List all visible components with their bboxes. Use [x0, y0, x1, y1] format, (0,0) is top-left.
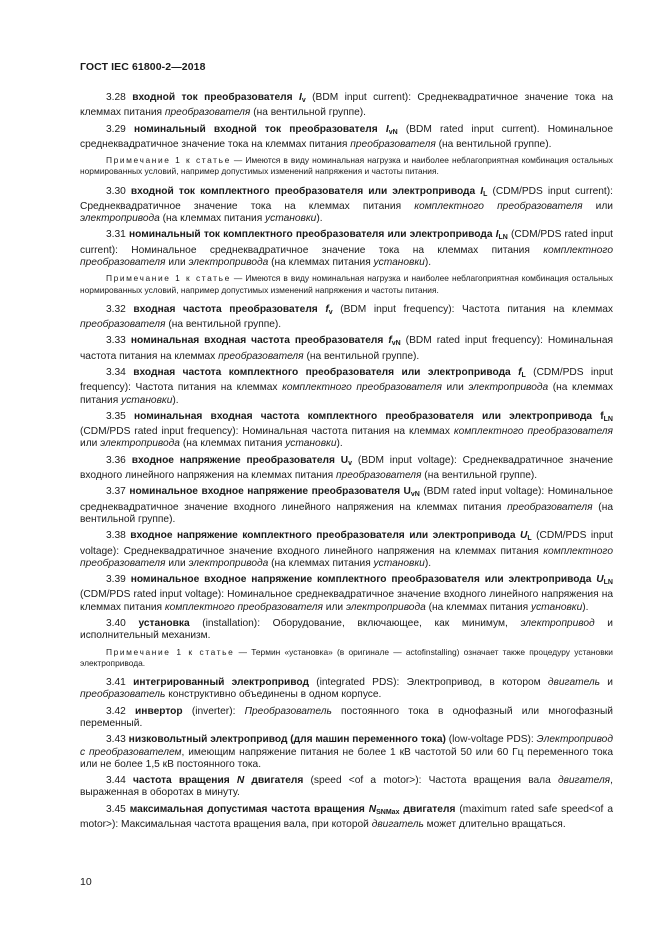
text-run: преобразователя: [218, 350, 304, 362]
text-run: или: [165, 257, 189, 269]
term-definition: [80, 486, 613, 526]
term-definition: [80, 618, 613, 643]
term-definition: [80, 124, 613, 152]
note-label: Примечание 1 к статье: [106, 155, 231, 166]
term-definition: [80, 367, 613, 407]
document-body: [80, 92, 613, 835]
text-run: (BDM rated input voltage): Номинальное среднеквадратичное значение входного линейного напряжения на клеммах питания: [80, 486, 613, 513]
text-run: двигателя: [557, 775, 611, 787]
symbol-subscript: v: [348, 459, 353, 467]
text-run: номинальное входное напряжение преобразователя U: [129, 486, 411, 498]
term-definition: [80, 734, 613, 771]
text-run: комплектного преобразователя: [453, 426, 613, 438]
text-run: комплектного преобразователя: [414, 200, 583, 212]
text-run: комплектного преобразователя: [80, 244, 613, 269]
text-run: 3.41: [106, 677, 134, 689]
text-run: двигатель: [547, 677, 601, 689]
text-run: (CDM/PDS rated input frequency): Номинальная частота питания на клеммах: [80, 426, 454, 438]
document-header: ГОСТ IEC 61800-2—2018: [80, 61, 206, 73]
text-run: (inverter):: [182, 705, 245, 717]
text-run: (CDM/PDS rated input current): Номинальное среднеквадратичное значение тока на клеммах питания: [80, 229, 613, 256]
text-run: электропривода: [100, 438, 180, 450]
text-run: (на вентильной группе).: [303, 350, 420, 362]
text-run: или: [165, 557, 189, 569]
text-run: входное напряжение комплектного преобразователя или электропривода: [130, 530, 520, 542]
symbol-subscript: L: [527, 535, 532, 543]
text-run: f: [325, 303, 329, 315]
text-run: 3.39: [106, 574, 131, 586]
text-run: преобразователя: [350, 138, 436, 150]
text-run: комплектного преобразователя: [282, 382, 442, 394]
symbol-subscript: vN: [410, 491, 420, 499]
term-definition: [80, 530, 613, 570]
text-run: или: [322, 601, 346, 613]
text-run: (на вентильной группе).: [80, 501, 613, 525]
text-run: f: [388, 335, 392, 347]
text-run: (low-voltage PDS):: [445, 734, 537, 746]
text-run: (на клеммах питания: [80, 382, 614, 406]
text-run: установки: [121, 394, 173, 406]
symbol-subscript: LN: [603, 415, 613, 423]
term-definition: [80, 706, 613, 731]
note-label: Примечание 1 к статье: [106, 646, 235, 657]
page-number: 10: [80, 876, 92, 888]
text-run: преобразователя: [335, 470, 422, 482]
text-run: (integrated PDS): Электропривод, в котором: [308, 677, 548, 689]
text-run: номинальная входная частота преобразователя: [130, 335, 389, 347]
text-run: 3.28: [106, 92, 133, 103]
article-note: [80, 647, 613, 669]
text-run: (на клеммах питания: [179, 438, 286, 450]
text-run: входное напряжение преобразователя U: [131, 454, 349, 466]
text-run: входной ток преобразователя: [132, 92, 299, 103]
symbol-subscript: L: [521, 371, 526, 379]
text-run: преобразователя: [80, 319, 166, 331]
term-definition: [80, 411, 613, 451]
text-run: ).: [582, 601, 589, 613]
text-run: постоянного тока в однофазный или многофазный переменный.: [80, 705, 613, 729]
text-run: установки: [373, 557, 425, 569]
text-run: ).: [172, 394, 179, 406]
text-run: 3.40: [106, 618, 139, 630]
text-run: (на вентильной группе).: [421, 470, 538, 482]
text-run: I: [299, 92, 302, 103]
text-run: (на клеммах питания: [159, 213, 266, 225]
text-run: Преобразователь: [244, 705, 332, 717]
text-run: преобразователя: [164, 107, 251, 119]
symbol-subscript: L: [483, 190, 488, 198]
text-run: (на клеммах питания: [425, 601, 531, 613]
text-run: может длительно вращаться.: [423, 818, 566, 830]
text-run: установка: [138, 618, 190, 630]
text-run: 3.43: [106, 734, 129, 746]
text-run: , выраженная в оборотах в минуту.: [80, 775, 613, 799]
text-run: (BDM rated input frequency): Номинальная частота питания на клеммах: [80, 335, 613, 362]
text-run: U: [596, 574, 604, 586]
text-run: (speed <of a motor>): Частота вращения вала: [303, 775, 558, 787]
text-run: (CDM/PDS input current): Среднеквадратичное значение тока на клеммах питания: [80, 185, 613, 212]
text-run: 3.37: [106, 486, 130, 498]
text-run: Электропривод с преобразователем: [80, 734, 613, 758]
text-run: ).: [316, 213, 323, 225]
text-run: входная частота преобразователя: [133, 303, 326, 315]
note-label: Примечание 1 к статье: [106, 273, 231, 284]
term-definition: [80, 335, 613, 363]
text-run: установки: [373, 257, 425, 269]
symbol-subscript: v: [301, 97, 306, 104]
term-definition: [80, 455, 613, 483]
text-run: , имеющим напряжение питания не более 1 кВ частотой 50 или 60 Гц переменного тока или не более 1,5 кВ постоянного тока.: [80, 746, 613, 770]
term-definition: [80, 186, 613, 226]
text-run: электропривода: [80, 213, 160, 225]
text-run: номинальное входное напряжение комплектного преобразователя или электропривода: [130, 574, 597, 586]
text-run: (CDM/PDS input frequency): Частота питания на клеммах: [80, 366, 614, 394]
text-run: ).: [424, 257, 432, 269]
text-run: (на вентильной группе).: [165, 319, 282, 331]
text-run: и: [600, 677, 613, 689]
text-run: номинальный ток комплектного преобразователя или электропривода: [128, 229, 496, 241]
symbol-subscript: vN: [391, 340, 401, 348]
text-run: I: [385, 123, 389, 135]
text-run: или: [80, 438, 101, 450]
term-definition: [80, 304, 613, 332]
text-run: U: [520, 530, 528, 542]
text-run: установки: [265, 213, 317, 225]
text-run: двигателя: [244, 775, 304, 787]
text-run: преобразователя: [507, 501, 593, 513]
text-run: частота вращения: [133, 775, 237, 787]
text-run: 3.33: [106, 335, 131, 347]
text-run: номинальная входная частота комплектного преобразователя или электропривода f: [134, 410, 604, 422]
text-run: входная частота комплектного преобразователя или электропривода: [133, 366, 519, 378]
text-run: 3.32: [106, 303, 134, 315]
text-run: электропривод: [520, 618, 595, 630]
text-run: конструктивно объединены в одном корпусе.: [165, 689, 382, 701]
text-run: (installation): Оборудование, включающее, как минимум,: [189, 618, 521, 630]
text-run: или: [582, 200, 613, 212]
text-run: (на клеммах питания: [268, 257, 374, 269]
text-run: интегрированный электропривод: [133, 677, 309, 689]
term-definition: [80, 775, 613, 800]
text-run: комплектного преобразователя: [164, 601, 323, 613]
text-run: (на вентильной группе).: [435, 138, 552, 150]
text-run: 3.30: [106, 185, 131, 197]
text-run: 3.35: [106, 410, 135, 422]
text-run: 3.44: [106, 775, 133, 787]
text-run: (BDM input current): Среднеквадратичное значение тока на клеммах питания: [80, 92, 613, 119]
text-run: (на клеммах питания: [268, 557, 374, 569]
text-run: электропривода: [188, 557, 269, 569]
text-run: (CDM/PDS input voltage): Среднеквадратичное значение входного линейного напряжения на клеммах питания: [80, 530, 613, 557]
text-run: 3.34: [106, 366, 134, 378]
text-run: или: [441, 382, 469, 394]
text-run: 3.42: [106, 705, 136, 717]
text-run: максимальная допустимая частота вращения: [129, 803, 369, 815]
text-run: электропривода: [468, 382, 549, 394]
text-run: — Термин «установка» (в оригинале — actofinstalling) означает также процедуру установки электропривода.: [80, 646, 613, 668]
text-run: преобразователь: [80, 689, 166, 701]
article-note: [80, 155, 613, 177]
text-run: установки: [285, 438, 337, 450]
text-run: 3.29: [106, 123, 134, 135]
text-run: номинальный входной ток преобразователя: [134, 123, 386, 135]
text-run: и исполнительный механизм.: [80, 618, 613, 642]
symbol-subscript: LN: [603, 579, 613, 587]
text-run: 3.31: [106, 229, 129, 241]
text-run: — Имеются в виду номинальная нагрузка и наиболее неблагоприятная комбинация остальных нормированных условий, например допустимых изменений напряжения и частоты питания.: [80, 273, 613, 295]
text-run: двигатель: [371, 818, 424, 830]
text-run: I: [480, 185, 484, 197]
text-run: I: [495, 229, 499, 241]
symbol-subscript: v: [328, 308, 333, 316]
term-definition: [80, 677, 613, 702]
text-run: двигателя: [399, 803, 456, 815]
symbol-subscript: SNMax: [376, 808, 400, 816]
text-run: установки: [530, 601, 583, 613]
term-definition: [80, 92, 613, 120]
term-definition: [80, 574, 613, 614]
text-run: ).: [424, 557, 432, 569]
text-run: (maximum rated safe speed<of a motor>): Максимальная частота вращения вала, при которой: [80, 803, 613, 830]
text-run: инвертор: [135, 705, 183, 717]
article-note: [80, 273, 613, 295]
symbol-subscript: vN: [388, 128, 398, 136]
text-run: (CDM/PDS rated input voltage): Номинальное среднеквадратичное значение входного линейного напряжения на клеммах питания: [80, 589, 613, 613]
text-run: N: [236, 775, 245, 787]
text-run: (BDM rated input current). Номинальное среднеквадратичное значение тока на клеммах питания: [80, 123, 613, 150]
term-definition: [80, 804, 613, 832]
text-run: низковольтный электропривод (для машин переменного тока): [128, 734, 446, 746]
text-run: N: [368, 803, 377, 815]
text-run: (на вентильной группе).: [250, 107, 367, 119]
text-run: f: [518, 366, 522, 378]
text-run: электропривода: [188, 257, 269, 269]
text-run: электропривода: [345, 601, 426, 613]
text-run: (BDM input voltage): Среднеквадратичное значение входного линейного напряжения на клеммах питания: [80, 454, 613, 482]
text-run: (BDM input frequency): Частота питания на клеммах: [332, 303, 613, 315]
text-run: входной ток комплектного преобразователя или электропривода: [130, 185, 481, 197]
text-run: ).: [336, 438, 343, 450]
text-run: 3.45: [106, 803, 130, 815]
text-run: 3.38: [106, 530, 131, 542]
text-run: — Имеются в виду номинальная нагрузка и наиболее неблагоприятная комбинация остальных нормированных условий, например допустимых изменений напряжения и частоты питания.: [80, 155, 613, 177]
text-run: комплектного преобразователя: [80, 545, 613, 569]
symbol-subscript: LN: [498, 234, 508, 242]
term-definition: [80, 229, 613, 269]
text-run: 3.36: [106, 454, 132, 466]
